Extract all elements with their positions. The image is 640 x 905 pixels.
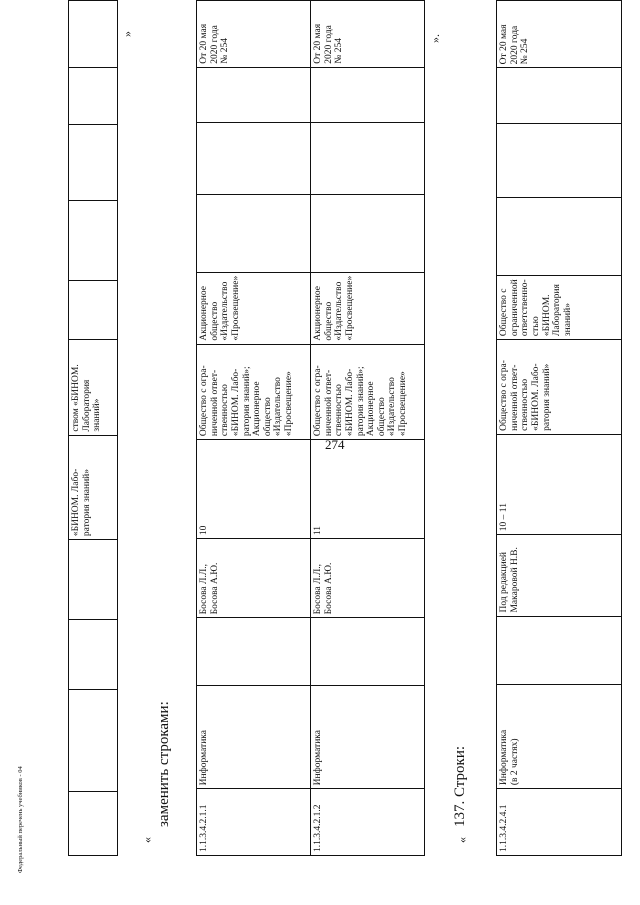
open-quote: « (140, 837, 154, 843)
org-cell: Акционерное общество «Издательство «Просвещение» (197, 272, 311, 344)
empty-cell (311, 67, 425, 122)
publisher-cell: Общество с огра- ниченной ответ- ственностью «БИНОМ. Лабо- ратория знаний»; Акционерное общество «Издательство «Просвещение» (311, 344, 425, 439)
section-label: заменить строками: (156, 701, 172, 827)
code-cell: 1.1.3.4.2.4.1 (497, 789, 622, 856)
empty-cell (197, 195, 311, 272)
footer-text: Федеральный перечень учебников - 04 (17, 766, 24, 873)
empty-cell (311, 195, 425, 272)
grade-cell: 10 (197, 440, 311, 539)
order-cell: От 20 мая 2020 года № 254 (497, 1, 622, 68)
empty-cell (197, 122, 311, 195)
empty-cell (311, 122, 425, 195)
org-cell: Акционерное общество «Издательство «Просвещение» (311, 272, 425, 344)
subject-cell: Информатика (311, 685, 425, 789)
table-cell: ством «БИНОМ. Лаборатория знаний» (69, 339, 118, 435)
empty-cell (197, 67, 311, 122)
table-cell (69, 791, 118, 855)
page-number: 274 (325, 437, 345, 452)
order-cell: От 20 мая 2020 года № 254 (197, 1, 311, 68)
table-cell (69, 619, 118, 689)
publisher-cell: Общество с огра- ниченной ответ- ственностью «БИНОМ. Лабо- ратория знаний» (497, 340, 622, 435)
section-label: 137. Строки: (452, 745, 468, 827)
authors-cell: Босова Л.Л., Босова А.Ю. (197, 539, 311, 618)
close-quote: » (120, 31, 134, 37)
empty-cell (497, 123, 622, 197)
table-cell (69, 125, 118, 201)
subject-cell: Информатика (197, 685, 311, 789)
empty-cell (497, 197, 622, 276)
table-cell (69, 1, 118, 68)
order-cell: От 20 мая 2020 года № 254 (311, 1, 425, 68)
replace-table (196, 0, 425, 856)
table-row (311, 1, 425, 856)
authors-cell: Босова Л.Л., Босова А.Ю. (311, 539, 425, 618)
publisher-cell: Общество с огра- ниченной ответ- ственностью «БИНОМ. Лабо- ратория знаний»; Акционерное общество «Издательство «Просвещение» (197, 344, 311, 439)
code-cell: 1.1.3.4.2.1.1 (197, 789, 311, 856)
table-cell (69, 68, 118, 125)
table-cell: «БИНОМ. Лабо- ратория знаний» (69, 435, 118, 539)
grade-cell: 10 – 11 (497, 434, 622, 534)
table-cell (69, 689, 118, 791)
section-137-table (496, 0, 622, 856)
empty-cell (497, 68, 622, 124)
open-quote: « (455, 837, 469, 843)
top-table (68, 0, 118, 856)
empty-cell (197, 618, 311, 685)
grade-cell: 11 (311, 440, 425, 539)
table-row (497, 1, 622, 856)
table-row (69, 1, 118, 856)
code-cell: 1.1.3.4.2.1.2 (311, 789, 425, 856)
empty-cell (311, 618, 425, 685)
table-row (197, 1, 311, 856)
close-quote: ». (428, 34, 442, 43)
subject-cell: Информатика (в 2 частях) (497, 684, 622, 788)
table-cell (69, 281, 118, 340)
authors-cell: Под редакцией Макаровой Н.В. (497, 535, 622, 616)
empty-cell (497, 616, 622, 684)
org-cell: Общество с ограниченной ответственно- стью «БИНОМ. Лаборатория знаний» (497, 276, 622, 340)
table-cell (69, 200, 118, 280)
table-cell (69, 540, 118, 619)
